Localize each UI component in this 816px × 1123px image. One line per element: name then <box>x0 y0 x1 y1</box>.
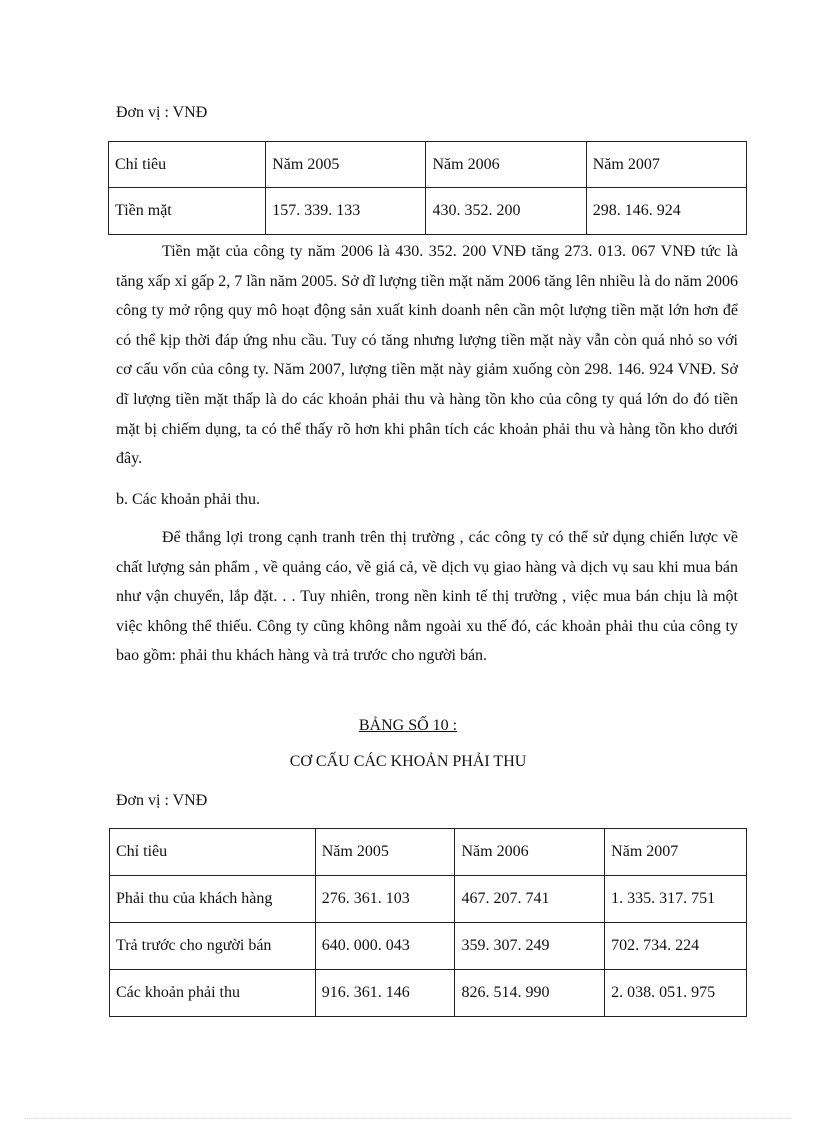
table-cell: 359. 307. 249 <box>455 923 605 970</box>
table-cell: Các khoản phải thu <box>110 970 316 1017</box>
table-cell: 2. 038. 051. 975 <box>605 970 747 1017</box>
table-header-row <box>110 829 747 876</box>
receivables-table <box>109 828 747 1017</box>
table-cell: 826. 514. 990 <box>455 970 605 1017</box>
table-row <box>109 188 747 235</box>
header-cell: Năm 2007 <box>586 142 746 188</box>
table-cell: 467. 207. 741 <box>455 876 605 923</box>
table1-unit: Đơn vị : VNĐ <box>116 104 208 121</box>
table-cell: 298. 146. 924 <box>586 188 746 235</box>
header-cell: Năm 2005 <box>315 829 455 876</box>
table2-unit: Đơn vị : VNĐ <box>116 792 208 809</box>
page-bottom-divider <box>24 1118 792 1119</box>
header-cell: Chỉ tiêu <box>110 829 316 876</box>
table-cell: 157. 339. 133 <box>266 188 426 235</box>
table-row <box>110 876 747 923</box>
table-row <box>110 970 747 1017</box>
cash-analysis-paragraph: Tiền mặt của công ty năm 2006 là 430. 352. 200 VNĐ tăng 273. 013. 067 VNĐ tức là tăng xấp xỉ gấp 2, 7 lần năm 2005. Sở dĩ lượng tiền mặt năm 2006 tăng lên nhiều là do năm 2006 công ty mở rộng quy mô hoạt động sản xuất kinh doanh nên cần một lượng tiền mặt lớn hơn để có thể kịp thời đáp ứng nhu cầu. Tuy có tăng nhưng lượng tiền mặt này vẫn còn quá nhỏ so với cơ cấu vốn của công ty. Năm 2007, lượng tiền mặt này giảm xuống còn 298. 146. 924 VNĐ. Sở dĩ lượng tiền mặt thấp là do các khoản phải thu và hàng tồn kho của công ty quá lớn do đó tiền mặt bị chiếm dụng, ta có thể thấy rõ hơn khi phân tích các khoản phải thu và hàng tồn kho dưới đây. <box>116 243 738 468</box>
header-cell: Năm 2007 <box>605 829 747 876</box>
header-cell: Chỉ tiêu <box>109 142 266 188</box>
table-cell: 702. 734. 224 <box>605 923 747 970</box>
header-cell: Năm 2006 <box>426 142 586 188</box>
table-row <box>110 923 747 970</box>
section-heading-receivables: b. Các khoản phải thu. <box>116 491 260 508</box>
cash-table <box>108 141 747 235</box>
table-title: CƠ CẤU CÁC KHOẢN PHẢI THU <box>289 753 527 770</box>
table-label: BẢNG SỐ 10 : <box>358 717 458 734</box>
table-cell: Trả trước cho người bán <box>110 923 316 970</box>
receivables-paragraph: Để thắng lợi trong cạnh tranh trên thị trường , các công ty có thể sử dụng chiến lược về chất lượng sản phẩm , về quảng cáo, về giá cả, về dịch vụ giao hàng và dịch vụ sau khi mua bán như vận chuyển, lắp đặt. . . Tuy nhiên, trong nền kinh tế thị trường , việc mua bán chịu là một việc không thể thiếu. Công ty cũng không nằm ngoài xu thế đó, các khoản phải thu của công ty bao gồm: phải thu khách hàng và trả trước cho người bán. <box>116 529 738 665</box>
table-cell: Phải thu của khách hàng <box>110 876 316 923</box>
table-cell: 916. 361. 146 <box>315 970 455 1017</box>
table-header-row <box>109 142 747 188</box>
table-cell: 640. 000. 043 <box>315 923 455 970</box>
table-cell: Tiền mặt <box>109 188 266 235</box>
table-cell: 1. 335. 317. 751 <box>605 876 747 923</box>
table-cell: 430. 352. 200 <box>426 188 586 235</box>
header-cell: Năm 2006 <box>455 829 605 876</box>
header-cell: Năm 2005 <box>266 142 426 188</box>
table-cell: 276. 361. 103 <box>315 876 455 923</box>
